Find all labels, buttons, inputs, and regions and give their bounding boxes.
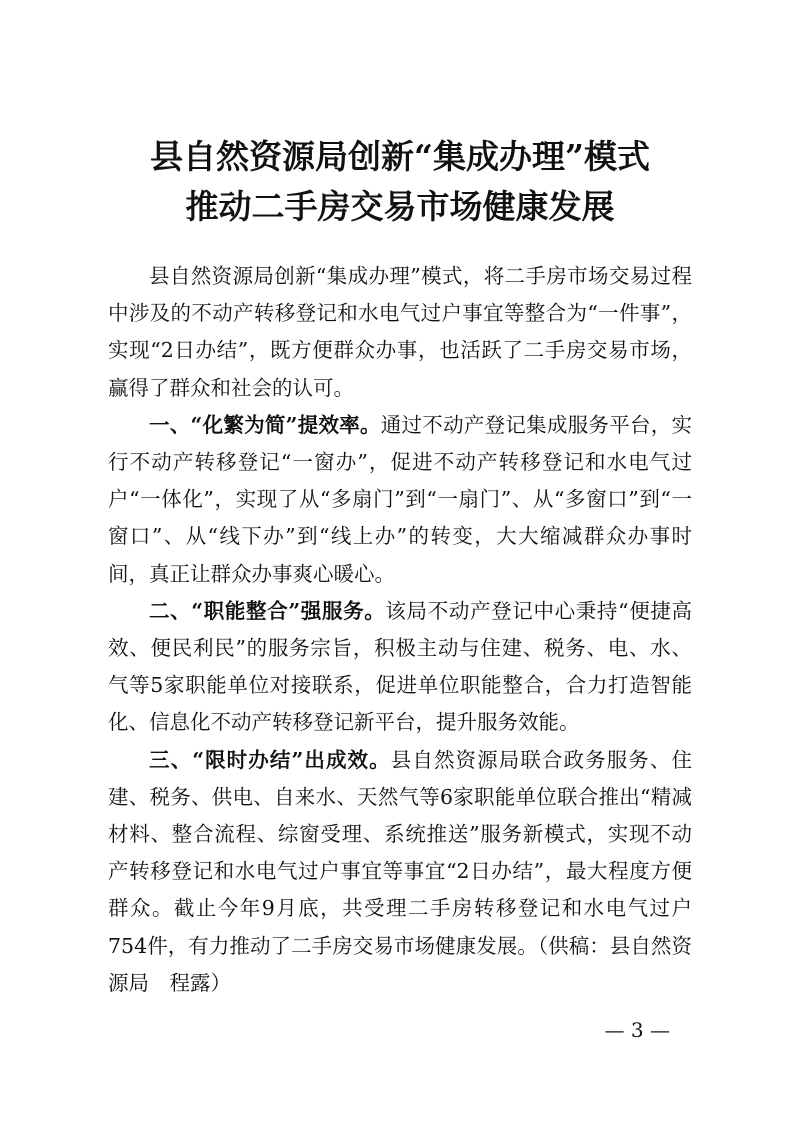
paragraph-section-1	[108, 407, 692, 593]
title-line-1: 县自然资源局创新“集成办理”模式	[150, 137, 650, 176]
paragraph-section-3	[108, 742, 692, 1002]
section-heading: 二、“职能整合”强服务。	[149, 598, 386, 623]
document-title	[100, 132, 700, 232]
document-body	[108, 258, 692, 1002]
paragraph-text: 县自然资源局联合政务服务、住建、税务、供电、自来水、天然气等6家职能单位联合推出“精减材料、整合流程、综窗受理、系统推送”服务新模式，实现不动产转移登记和水电气过户事宜等事宜“2日办结”，最大程度方便群众。截止今年9月底，共受理二手房转移登记和水电气过户754件，有力推动了二手房交易市场健康发展。（供稿：县自然资源局 程露）	[108, 747, 693, 995]
section-heading: 三、“限时办结”出成效。	[149, 747, 391, 772]
paragraph-text: 通过不动产登记集成服务平台，实行不动产转移登记“一窗办”，促进不动产转移登记和水电气过户“一体化”，实现了从“多扇门”到“一扇门”、从“多窗口”到“一窗口”、从“线下办”到“线上办”的转变，大大缩减群众办事时间，真正让群众办事爽心暖心。	[108, 412, 692, 586]
paragraph-intro	[108, 258, 692, 407]
paragraph-section-2	[108, 593, 692, 742]
section-heading: 一、“化繁为简”提效率。	[149, 412, 381, 437]
paragraph-text: 县自然资源局创新“集成办理”模式，将二手房市场交易过程中涉及的不动产转移登记和水电气过户事宜等整合为“一件事”，实现“2日办结”，既方便群众办事，也活跃了二手房交易市场，赢得了群众和社会的认可。	[108, 264, 692, 400]
title-line-2: 推动二手房交易市场健康发展	[185, 187, 615, 226]
page-number: — 3 —	[604, 1018, 670, 1042]
paragraph-text: 该局不动产登记中心秉持“便捷高效、便民利民”的服务宗旨，积极主动与住建、税务、电、水、气等5家职能单位对接联系，促进单位职能整合，合力打造智能化、信息化不动产转移登记新平台，提升服务效能。	[108, 598, 692, 735]
